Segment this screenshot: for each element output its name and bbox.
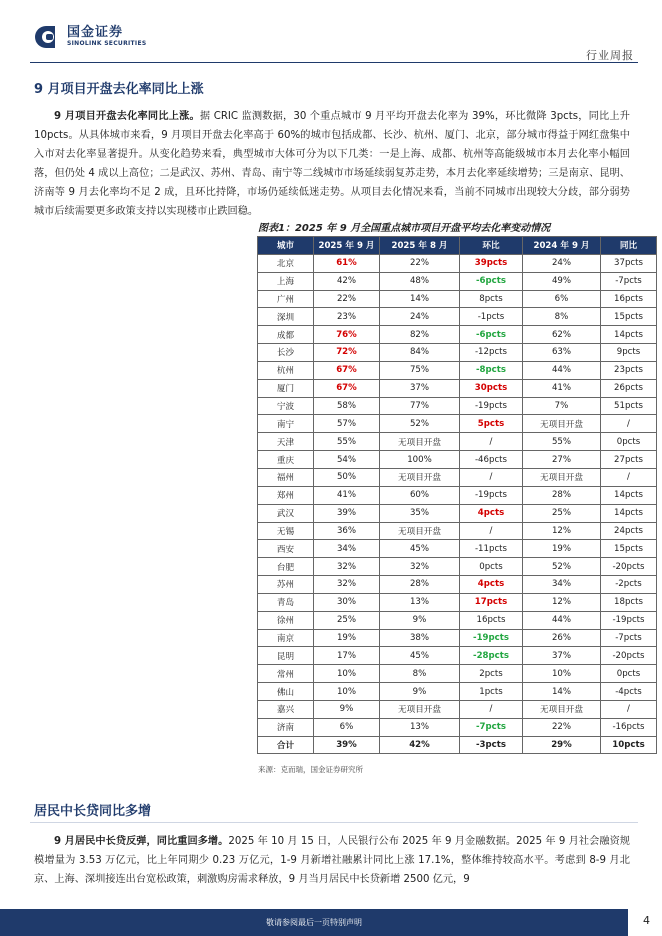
table-cell: 72% — [314, 344, 380, 362]
paragraph-lead-2: 9 月居民中长贷反弹，同比重回多增。 — [54, 836, 229, 847]
table-cell: 27% — [523, 451, 601, 469]
table-cell-city: 嘉兴 — [258, 700, 314, 718]
table-row — [258, 254, 657, 272]
table-cell: 30pcts — [460, 379, 523, 397]
table-cell-city: 佛山 — [258, 683, 314, 701]
table-cell-city: 苏州 — [258, 576, 314, 594]
table-header-cell: 环比 — [460, 237, 523, 255]
table-cell: 8% — [523, 308, 601, 326]
table-row — [258, 683, 657, 701]
figure-title: 图表1：2025 年 9 月全国重点城市项目开盘平均去化率变动情况 — [258, 223, 551, 234]
table-row — [258, 647, 657, 665]
table-cell: -1pcts — [460, 308, 523, 326]
paragraph-body: 据 CRIC 监测数据，30 个重点城市 9 月平均开盘去化率为 39%，环比微降 3pcts，同比上升 10pcts。从具体城市来看，9 月项目开盘去化率高于 60%的城市包括成都、长沙、杭州、厦门、北京，部分城市得益于网红盘集中入市对去化率显著提升。从变化趋势来看，典型城市大体可分为以下几类：一是上海、成都、杭州等高能级城市本月去化率小幅回落，但仍处 4 成以上高位；二是武汉、苏州、青岛、南宁等二线城市市场延续弱复苏走势，本月去化率延续增势；三是南京、昆明、济南等 9 月去化率均不足 2 成，且环比持降，市场仍延续低迷走势。从项目去化情况来看，当前不同城市出现较大分歧，部分弱势城市后续需要更多政策支持以实现楼市止跌回稳。 — [34, 111, 630, 217]
table-cell: 37pcts — [601, 254, 657, 272]
table-cell: 42% — [380, 736, 460, 754]
table-cell-city: 深圳 — [258, 308, 314, 326]
table-cell: 22% — [380, 254, 460, 272]
table-row — [258, 272, 657, 290]
table-cell-city: 厦门 — [258, 379, 314, 397]
table-cell: 8% — [380, 665, 460, 683]
table-cell-city: 无锡 — [258, 522, 314, 540]
table-cell-city: 天津 — [258, 433, 314, 451]
table-cell: 29% — [523, 736, 601, 754]
table-cell: 52% — [380, 415, 460, 433]
table-header-cell: 2025 年 9 月 — [314, 237, 380, 255]
table-cell: 17% — [314, 647, 380, 665]
table-cell: -19pcts — [601, 611, 657, 629]
table-cell: 24% — [523, 254, 601, 272]
table-row — [258, 593, 657, 611]
table-row — [258, 468, 657, 486]
table-cell: 4pcts — [460, 504, 523, 522]
table-cell: 38% — [380, 629, 460, 647]
table-cell: 9% — [314, 700, 380, 718]
table-row — [258, 344, 657, 362]
table-cell: 7% — [523, 397, 601, 415]
table-cell: -8pcts — [460, 361, 523, 379]
table-cell-city: 上海 — [258, 272, 314, 290]
table-cell: 23% — [314, 308, 380, 326]
table-row — [258, 718, 657, 736]
logo-name-en: SINOLINK SECURITIES — [67, 40, 147, 47]
table-row — [258, 451, 657, 469]
logo-name-cn: 国金证券 — [67, 25, 124, 40]
table-cell: 10pcts — [601, 736, 657, 754]
table-cell-city: 长沙 — [258, 344, 314, 362]
table-cell: 18pcts — [601, 593, 657, 611]
table-cell: 34% — [314, 540, 380, 558]
table-cell: -3pcts — [460, 736, 523, 754]
table-cell: 26% — [523, 629, 601, 647]
table-cell: 75% — [380, 361, 460, 379]
table-header-cell: 2025 年 8 月 — [380, 237, 460, 255]
table-row — [258, 558, 657, 576]
table-cell-city: 西安 — [258, 540, 314, 558]
table-row — [258, 326, 657, 344]
table-cell: 10% — [314, 665, 380, 683]
table-cell: 32% — [314, 576, 380, 594]
table-row — [258, 665, 657, 683]
table-cell: 39% — [314, 736, 380, 754]
paragraph-lead: 9 月项目开盘去化率同比上涨。 — [54, 111, 200, 122]
table-cell: 10% — [523, 665, 601, 683]
table-row — [258, 522, 657, 540]
table-cell-city: 合计 — [258, 736, 314, 754]
table-body — [258, 254, 657, 754]
table-cell: 34% — [523, 576, 601, 594]
table-cell: -4pcts — [601, 683, 657, 701]
table-cell: 无项目开盘 — [380, 700, 460, 718]
table-cell: 76% — [314, 326, 380, 344]
absorption-rate-table — [257, 236, 657, 754]
table-cell: 44% — [523, 361, 601, 379]
table-cell-city: 北京 — [258, 254, 314, 272]
table-cell: 36% — [314, 522, 380, 540]
table-cell: 22% — [523, 718, 601, 736]
table-cell: -16pcts — [601, 718, 657, 736]
table-cell: 26pcts — [601, 379, 657, 397]
table-cell: 1pcts — [460, 683, 523, 701]
table-cell: -19pcts — [460, 486, 523, 504]
table-cell: 14% — [523, 683, 601, 701]
table-row — [258, 415, 657, 433]
table-cell: 23pcts — [601, 361, 657, 379]
table-cell: 12% — [523, 522, 601, 540]
table-row — [258, 611, 657, 629]
table-cell: 无项目开盘 — [523, 700, 601, 718]
table-cell: / — [460, 433, 523, 451]
table-cell: 82% — [380, 326, 460, 344]
table-cell: -7pcts — [601, 629, 657, 647]
table-cell: 67% — [314, 361, 380, 379]
table-cell: 63% — [523, 344, 601, 362]
table-cell: 12% — [523, 593, 601, 611]
table-cell: -11pcts — [460, 540, 523, 558]
table-cell: 60% — [380, 486, 460, 504]
table-cell: 16pcts — [601, 290, 657, 308]
paragraph-mortgage-loans — [34, 832, 630, 889]
table-cell: -19pcts — [460, 629, 523, 647]
table-cell-city: 成都 — [258, 326, 314, 344]
table-cell: 45% — [380, 647, 460, 665]
table-cell-city: 武汉 — [258, 504, 314, 522]
table-cell: 57% — [314, 415, 380, 433]
table-header-row — [258, 237, 657, 255]
table-cell: 14pcts — [601, 326, 657, 344]
table-row — [258, 576, 657, 594]
table-cell: 61% — [314, 254, 380, 272]
table-cell-city: 昆明 — [258, 647, 314, 665]
table-cell: 55% — [314, 433, 380, 451]
table-cell: 41% — [314, 486, 380, 504]
table-cell: 无项目开盘 — [380, 522, 460, 540]
table-cell: 45% — [380, 540, 460, 558]
table-cell: 84% — [380, 344, 460, 362]
table-cell: 49% — [523, 272, 601, 290]
table-cell: -7pcts — [601, 272, 657, 290]
header-divider — [30, 62, 638, 63]
table-cell: 13% — [380, 718, 460, 736]
table-cell: 48% — [380, 272, 460, 290]
table-cell: 5pcts — [460, 415, 523, 433]
table-cell: 27pcts — [601, 451, 657, 469]
table-row — [258, 486, 657, 504]
table-cell: 55% — [523, 433, 601, 451]
table-row — [258, 629, 657, 647]
table-cell-city: 杭州 — [258, 361, 314, 379]
table-cell: / — [460, 468, 523, 486]
table-cell: 25% — [523, 504, 601, 522]
table-row — [258, 504, 657, 522]
table-cell: 28% — [523, 486, 601, 504]
table-cell: 37% — [380, 379, 460, 397]
table-cell-city: 南宁 — [258, 415, 314, 433]
table-cell: 50% — [314, 468, 380, 486]
table-cell: 37% — [523, 647, 601, 665]
logo-icon — [35, 24, 61, 50]
table-cell: 58% — [314, 397, 380, 415]
table-cell: 14% — [380, 290, 460, 308]
table-cell: 0pcts — [460, 558, 523, 576]
table-row — [258, 540, 657, 558]
table-cell: / — [601, 468, 657, 486]
table-cell-city: 台肥 — [258, 558, 314, 576]
table-cell: 9pcts — [601, 344, 657, 362]
table-header-cell: 2024 年 9 月 — [523, 237, 601, 255]
table-cell-city: 宁波 — [258, 397, 314, 415]
figure-source: 来源：克而瑞，国金证券研究所 — [258, 765, 363, 774]
table-cell: 67% — [314, 379, 380, 397]
table-cell: -20pcts — [601, 647, 657, 665]
report-type-label: 行业周报 — [586, 49, 634, 62]
table-cell-city: 常州 — [258, 665, 314, 683]
table-cell: 32% — [380, 558, 460, 576]
table-cell: 15pcts — [601, 540, 657, 558]
page-number: 4 — [643, 914, 650, 927]
table-cell: 0pcts — [601, 433, 657, 451]
table-row — [258, 290, 657, 308]
table-cell: 16pcts — [460, 611, 523, 629]
table-cell: / — [601, 415, 657, 433]
table-cell: 9% — [380, 683, 460, 701]
table-cell: 30% — [314, 593, 380, 611]
table-cell: 35% — [380, 504, 460, 522]
table-header-cell: 同比 — [601, 237, 657, 255]
table-cell-city: 济南 — [258, 718, 314, 736]
paragraph-opening-rate — [34, 107, 630, 221]
table-cell: -6pcts — [460, 326, 523, 344]
table-row — [258, 433, 657, 451]
table-cell: 无项目开盘 — [523, 415, 601, 433]
table-cell: 13% — [380, 593, 460, 611]
table-cell: 无项目开盘 — [523, 468, 601, 486]
table-cell: 10% — [314, 683, 380, 701]
table-cell: 9% — [380, 611, 460, 629]
company-logo — [35, 24, 146, 50]
table-cell: / — [460, 700, 523, 718]
table-cell: 17pcts — [460, 593, 523, 611]
section-title-opening-rate: 9 月项目开盘去化率同比上涨 — [34, 82, 204, 97]
table-cell: 14pcts — [601, 486, 657, 504]
table-cell-city: 青岛 — [258, 593, 314, 611]
table-cell: 无项目开盘 — [380, 433, 460, 451]
table-cell: 6% — [523, 290, 601, 308]
table-cell: 2pcts — [460, 665, 523, 683]
table-row — [258, 397, 657, 415]
table-cell: -7pcts — [460, 718, 523, 736]
paragraph-body-2: 2025 年 10 月 15 日，人民银行公布 2025 年 9 月金融数据。2025 年 9 月社会融资规模增量为 3.53 万亿元，比上年同期少 0.23 万亿元，1-9 月新增社融累计同比上涨 17.1%，整体维持较高水平。考虑到 8-9 月北京、上海、深圳接连出台宽松政策，刺激购房需求释放，9 月当月居民中长贷新增 2500 亿元，9 — [34, 836, 630, 885]
table-cell: 39pcts — [460, 254, 523, 272]
table-cell: 44% — [523, 611, 601, 629]
table-cell: 15pcts — [601, 308, 657, 326]
section-title-mortgage-loans: 居民中长贷同比多增 — [34, 804, 152, 819]
table-cell: / — [460, 522, 523, 540]
page-footer — [0, 909, 628, 936]
table-cell: 39% — [314, 504, 380, 522]
table-cell: 32% — [314, 558, 380, 576]
table-cell: / — [601, 700, 657, 718]
table-cell: 14pcts — [601, 504, 657, 522]
table-cell: -12pcts — [460, 344, 523, 362]
table-cell: 无项目开盘 — [380, 468, 460, 486]
table-cell: 6% — [314, 718, 380, 736]
table-cell: 41% — [523, 379, 601, 397]
table-cell: 22% — [314, 290, 380, 308]
table-cell-city: 重庆 — [258, 451, 314, 469]
table-total-row — [258, 736, 657, 754]
table-cell: 28% — [380, 576, 460, 594]
table-row — [258, 379, 657, 397]
table-cell: 25% — [314, 611, 380, 629]
table-cell: -6pcts — [460, 272, 523, 290]
table-cell-city: 福州 — [258, 468, 314, 486]
table-cell: 100% — [380, 451, 460, 469]
table-cell: 62% — [523, 326, 601, 344]
table-cell-city: 郑州 — [258, 486, 314, 504]
table-cell: 8pcts — [460, 290, 523, 308]
table-cell: -46pcts — [460, 451, 523, 469]
table-cell: -28pcts — [460, 647, 523, 665]
table-row — [258, 700, 657, 718]
table-cell: -19pcts — [460, 397, 523, 415]
table-cell: 52% — [523, 558, 601, 576]
table-cell: 19% — [523, 540, 601, 558]
table-cell-city: 南京 — [258, 629, 314, 647]
table-cell: 4pcts — [460, 576, 523, 594]
table-cell-city: 徐州 — [258, 611, 314, 629]
table-cell: 54% — [314, 451, 380, 469]
table-cell: -2pcts — [601, 576, 657, 594]
table-cell: 0pcts — [601, 665, 657, 683]
section-divider — [30, 822, 638, 823]
page-header — [0, 0, 662, 62]
table-row — [258, 308, 657, 326]
table-cell: 24% — [380, 308, 460, 326]
table-cell: 19% — [314, 629, 380, 647]
table-cell: 24pcts — [601, 522, 657, 540]
footer-disclaimer: 敬请参阅最后一页特别声明 — [266, 918, 362, 927]
table-header-cell: 城市 — [258, 237, 314, 255]
table-row — [258, 361, 657, 379]
table-cell: 77% — [380, 397, 460, 415]
table-cell: -20pcts — [601, 558, 657, 576]
table-cell-city: 广州 — [258, 290, 314, 308]
table-cell: 42% — [314, 272, 380, 290]
table-cell: 51pcts — [601, 397, 657, 415]
